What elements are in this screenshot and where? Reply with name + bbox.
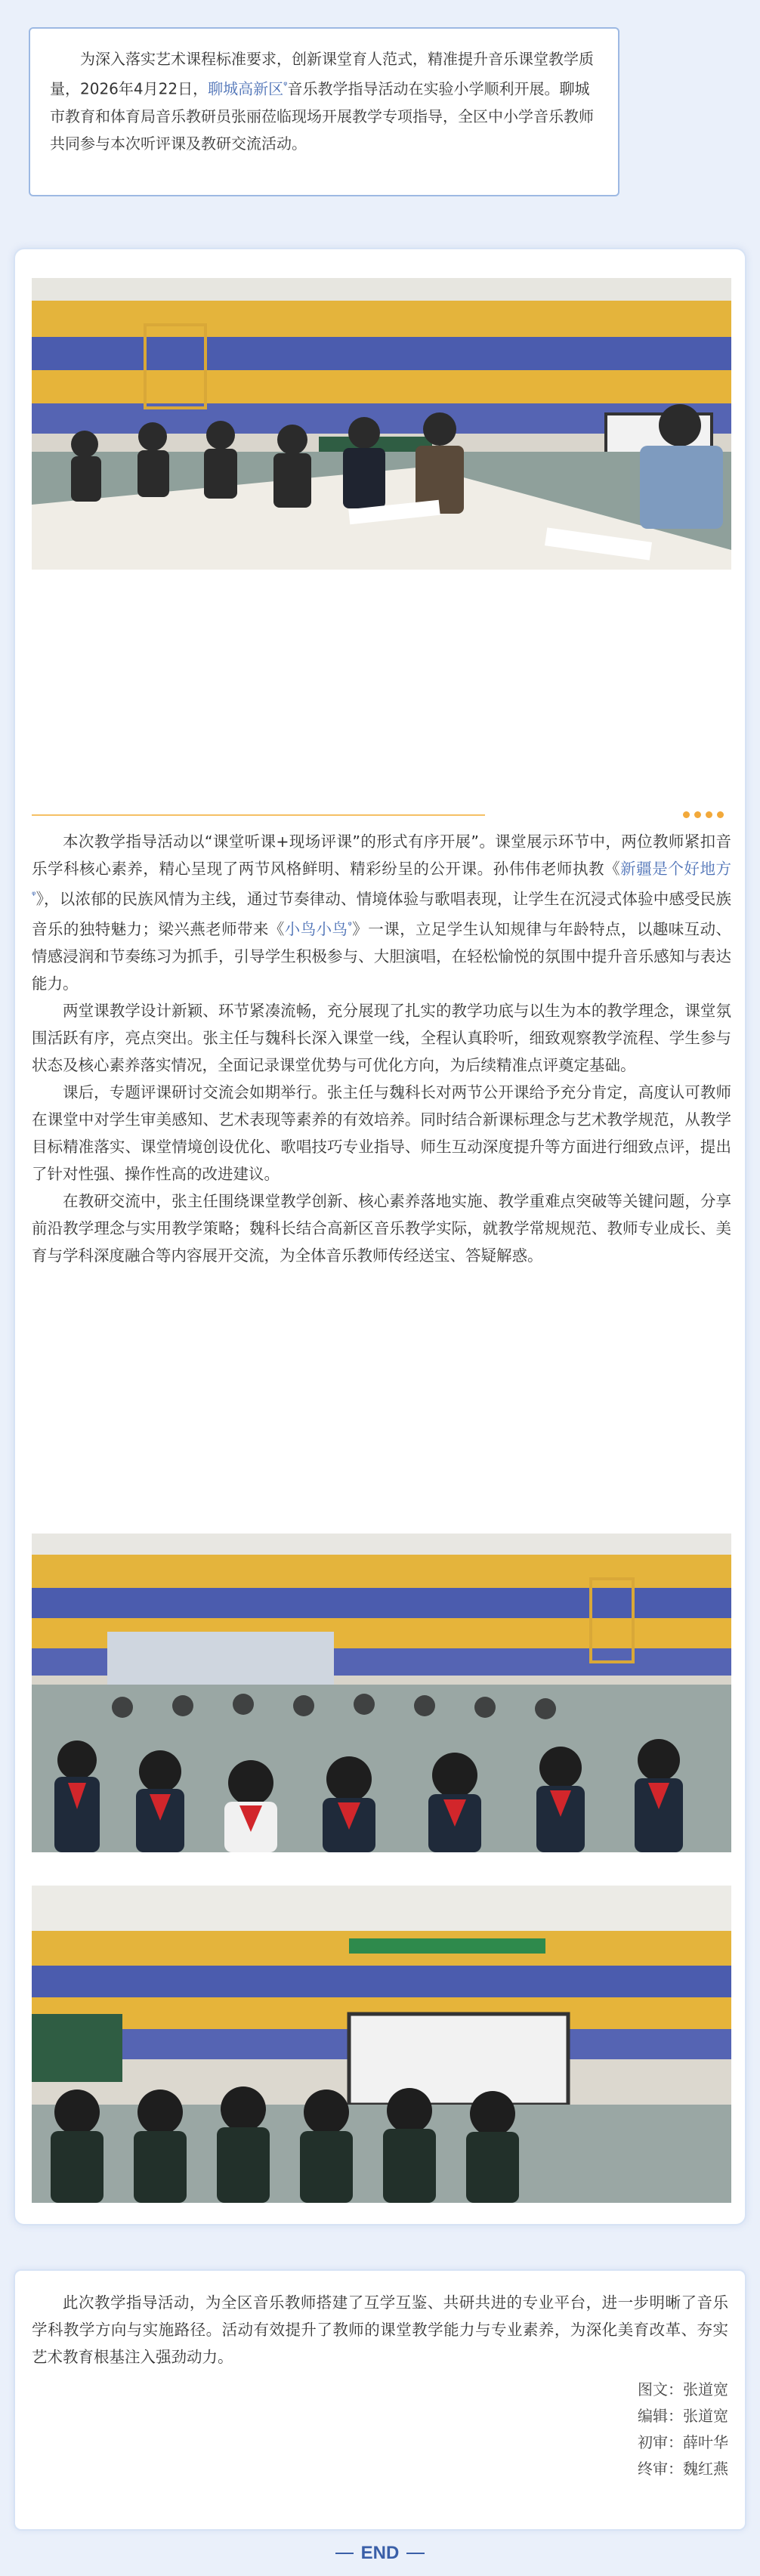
credit-label: 编辑： (638, 2407, 683, 2425)
dot (694, 811, 701, 818)
dot (706, 811, 712, 818)
credit-label: 终审： (638, 2460, 683, 2478)
end-label: END (360, 2543, 400, 2563)
dot (683, 811, 690, 818)
song-link-xinjiang[interactable]: 新疆是个好地方 (620, 860, 732, 878)
search-link-icon[interactable]: ᵠ (32, 890, 36, 901)
divider-line (32, 814, 485, 816)
credits (32, 2377, 728, 2482)
credit-label: 初审： (638, 2433, 683, 2451)
credit-name: 魏红燕 (683, 2460, 728, 2478)
credit-line (32, 2456, 728, 2482)
closing-paragraph: 此次教学指导活动，为全区音乐教师搭建了互学互鉴、共研共进的专业平台，进一步明晰了音乐学科教学方向与实施路径。活动有效提升了教师的课堂教学能力与专业素养，为深化美育改革、夯实艺术教育根基注入强劲动力。 (32, 2293, 728, 2366)
photo-students-class-image (32, 1534, 731, 1852)
photo-students-class (32, 1534, 731, 1852)
photo-teachers-observing-image (32, 278, 731, 570)
p1-text-c: 》一课，立足学生认知规律与年龄特点，以趣味互动、情感浸润和节奏练习为抓手，引导学生积极参与、大胆演唱，在轻松愉悦的氛围中提升音乐感知与表达能力。 (32, 919, 732, 993)
p1-text-a: 本次教学指导活动以“课堂听课+现场评课”的形式有序开展”。课堂展示环节中，两位教师紧扣音乐学科核心素养，精心呈现了两节风格鲜明、精彩纷呈的公开课。孙伟伟老师执教《 (32, 832, 731, 878)
credit-name: 薛叶华 (683, 2433, 728, 2451)
credit-label: 图文： (638, 2380, 683, 2398)
photo-teachers-observing (32, 278, 731, 570)
paragraph-3: 课后，专题评课研讨交流会如期举行。张主任与魏科长对两节公开课给予充分肯定，高度认可教师在课堂中对学生审美感知、艺术表现等素养的有效培养。同时结合新课标理念与艺术教学规范，从教学目标精准落实、课堂情境创设优化、歌唱技巧专业指导、师生互动深度提升等方面进行细致点评，提出了针对性强、操作性高的改进建议。 (32, 1083, 731, 1183)
location-link[interactable]: 聊城高新区 (208, 79, 284, 98)
paragraph-4: 在教研交流中，张主任围绕课堂教学创新、核心素养落地实施、教学重难点突破等关键问题，分享前沿教学理念与实用教学策略；魏科长结合高新区音乐教学实际，就教学常规规范、教师专业成长、美育与学科深度融合等内容展开交流，为全体音乐教师传经送宝、答疑解惑。 (32, 1191, 731, 1265)
end-bar-right (406, 2553, 425, 2554)
photo-classroom-back (32, 1886, 731, 2203)
divider-dots (683, 811, 724, 818)
dot (717, 811, 724, 818)
paragraph-1 (32, 828, 731, 997)
song-link-bird[interactable]: 小鸟小鸟 (284, 919, 348, 938)
intro-text-start: 为深入落实艺术课程标准要求，创新课堂育人范式，精准提升音乐课堂教学质量，2026年4月22日， (50, 50, 594, 98)
article-body (32, 828, 731, 1269)
credit-line (32, 2377, 728, 2403)
intro-text-end: 音乐教学指导活动在实验小学顺利开展。聊城市教育和体育局音乐教研员张丽莅临现场开展教学专项指导，全区中小学音乐教师共同参与本次听评课及教研交流活动。 (50, 79, 594, 153)
p1-text-b: 》，以浓郁的民族风情为主线，通过节奏律动、情境体验与歌唱表现，让学生在沉浸式体验中感受民族音乐的独特魅力；梁兴燕老师带来《 (32, 889, 731, 938)
credit-name: 张道宽 (683, 2380, 728, 2398)
intro-box (29, 27, 619, 196)
credit-line (32, 2403, 728, 2429)
search-link-icon[interactable]: ᵠ (283, 80, 288, 91)
closing-card (14, 2269, 746, 2531)
credit-line (32, 2429, 728, 2456)
photo-classroom-back-image (32, 1886, 731, 2203)
paragraph-2: 两堂课教学设计新颖、环节紧凑流畅，充分展现了扎实的教学功底与以生为本的教学理念，课堂氛围活跃有序，亮点突出。张主任与魏科长深入课堂一线，全程认真聆听，细致观察教学流程、学生参与状态及核心素养落实情况，全面记录课堂优势与可优化方向，为后续精准点评奠定基础。 (32, 1001, 731, 1074)
article-card (14, 248, 746, 2225)
end-bar-left (335, 2553, 354, 2554)
search-link-icon[interactable]: ᵠ (348, 919, 352, 931)
credit-name: 张道宽 (683, 2407, 728, 2425)
end-marker (0, 2538, 760, 2568)
